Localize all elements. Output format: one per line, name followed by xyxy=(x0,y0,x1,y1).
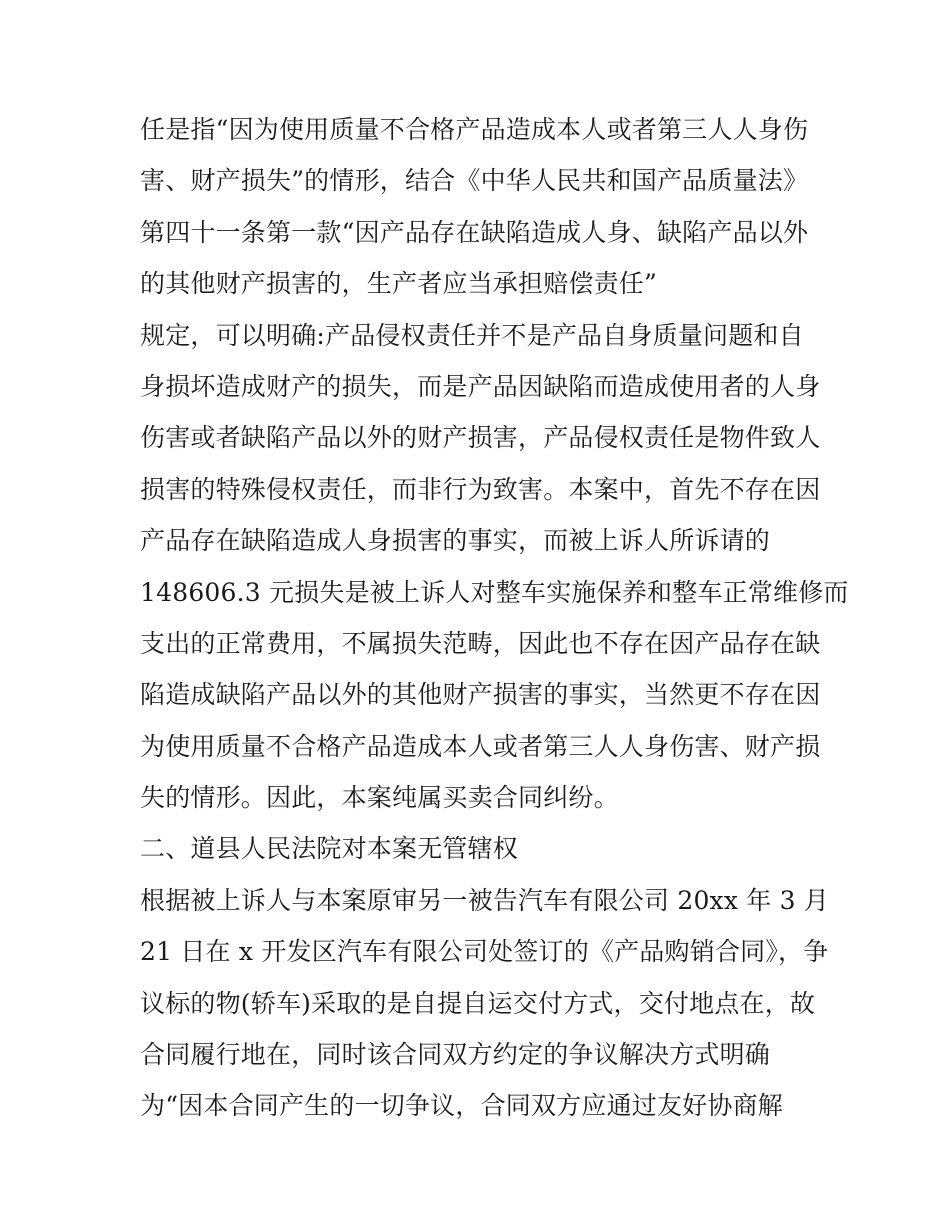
text-line: 21 日在 x 开发区汽车有限公司处签订的《产品购销合同》，争 xyxy=(140,937,829,967)
text-line: 伤害或者缺陷产品以外的财产损害，产品侵权责任是物件致人 xyxy=(140,423,821,453)
text-line: 陷造成缺陷产品以外的其他财产损害的事实，当然更不存在因 xyxy=(140,680,821,710)
text-line: 第四十一条第一款“因产品存在缺陷造成人身、缺陷产品以外 xyxy=(140,217,809,247)
text-line: 身损坏造成财产的损失，而是产品因缺陷而造成使用者的人身 xyxy=(140,371,821,401)
text-line: 为使用质量不合格产品造成本人或者第三人人身伤害、财产损 xyxy=(140,731,821,761)
text-line: 根据被上诉人与本案原审另一被告汽车有限公司 20xx 年 3 月 xyxy=(140,885,830,915)
text-line: 合同履行地在，同时该合同双方约定的争议解决方式明确 xyxy=(140,1040,771,1070)
text-line: 支出的正常费用，不属损失范畴，因此也不存在因产品存在缺 xyxy=(140,628,821,658)
body-text xyxy=(140,104,849,1132)
text-line: 害、财产损失”的情形，结合《中华人民共和国产品质量法》 xyxy=(140,166,809,196)
text-line: 议标的物(轿车)采取的是自提自运交付方式，交付地点在，故 xyxy=(140,988,816,1018)
text-line: 为“因本合同产生的一切争议，合同双方应通过友好协商解 xyxy=(140,1091,783,1121)
section-heading: 二、道县人民法院对本案无管辖权 xyxy=(140,834,519,864)
text-line: 任是指“因为使用质量不合格产品造成本人或者第三人人身伤 xyxy=(140,115,809,144)
text-line: 的其他财产损害的，生产者应当承担赔偿责任” xyxy=(140,269,657,299)
text-line: 损害的特殊侵权责任，而非行为致害。本案中，首先不存在因 xyxy=(140,474,821,504)
text-line: 失的情形。因此，本案纯属买卖合同纠纷。 xyxy=(140,783,619,813)
text-line: 规定，可以明确:产品侵权责任并不是产品自身质量问题和自 xyxy=(140,320,804,350)
text-line: 产品存在缺陷造成人身损害的事实，而被上诉人所诉请的 xyxy=(140,526,771,556)
text-line: 148606.3 元损失是被上诉人对整车实施保养和整车正常维修而 xyxy=(140,577,849,607)
